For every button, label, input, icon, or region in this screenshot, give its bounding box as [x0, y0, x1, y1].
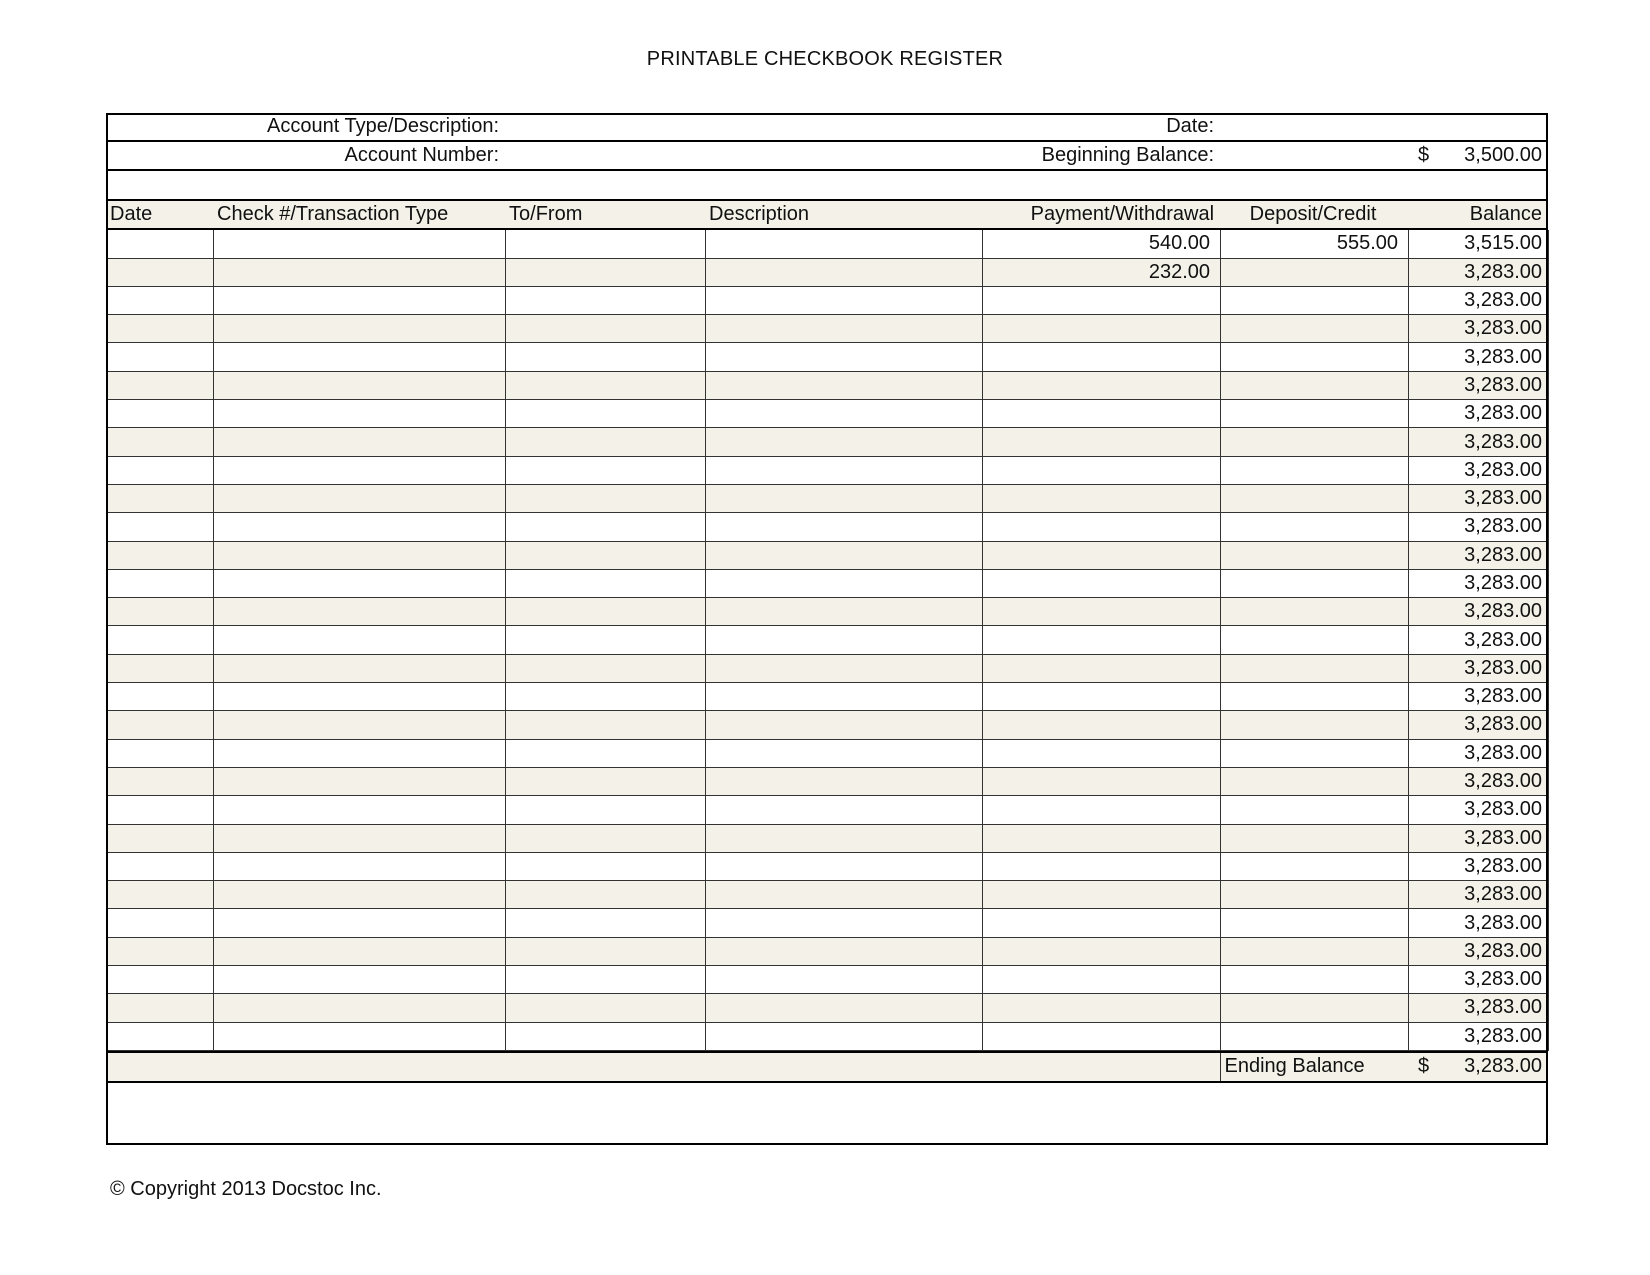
cell-deposit[interactable] [1221, 711, 1409, 739]
cell-deposit[interactable] [1221, 456, 1409, 484]
cell-description[interactable] [706, 315, 983, 343]
table-row [107, 400, 1549, 428]
account-type-row [106, 113, 1548, 141]
cell-balance: 3,283.00 [1409, 541, 1549, 569]
cell-description[interactable] [706, 428, 983, 456]
cell-payment[interactable] [983, 767, 1221, 795]
beginning-balance-currency: $ [1418, 144, 1430, 167]
cell-check[interactable] [214, 824, 506, 852]
cell-payment[interactable] [983, 654, 1221, 682]
table-row [107, 428, 1549, 456]
cell-deposit[interactable] [1221, 824, 1409, 852]
cell-description[interactable] [706, 937, 983, 965]
cell-balance: 3,283.00 [1409, 286, 1549, 314]
cell-check[interactable] [214, 230, 506, 258]
table-row [107, 881, 1549, 909]
cell-deposit[interactable] [1221, 258, 1409, 286]
cell-description[interactable] [706, 852, 983, 880]
cell-date[interactable] [107, 230, 214, 258]
cell-to-from[interactable] [506, 428, 706, 456]
cell-payment[interactable] [983, 400, 1221, 428]
table-row [107, 258, 1549, 286]
cell-check[interactable] [214, 796, 506, 824]
cell-to-from[interactable] [506, 484, 706, 512]
column-header-description: Description [705, 200, 982, 229]
cell-to-from[interactable] [506, 824, 706, 852]
cell-payment[interactable] [983, 937, 1221, 965]
table-row [107, 796, 1549, 824]
cell-check[interactable] [214, 654, 506, 682]
cell-balance: 3,283.00 [1409, 654, 1549, 682]
date-field[interactable] [1220, 113, 1548, 141]
cell-check[interactable] [214, 258, 506, 286]
beginning-balance-spacer [1220, 141, 1408, 170]
cell-to-from[interactable] [506, 767, 706, 795]
table-row [107, 456, 1549, 484]
cell-deposit[interactable] [1221, 966, 1409, 994]
account-number-field[interactable] [505, 141, 982, 170]
cell-payment[interactable] [983, 541, 1221, 569]
page-title: PRINTABLE CHECKBOOK REGISTER [646, 48, 1004, 70]
account-number-row [106, 141, 1548, 170]
cell-description[interactable] [706, 371, 983, 399]
cell-to-from[interactable] [506, 598, 706, 626]
table-row [107, 909, 1549, 937]
cell-deposit[interactable] [1221, 654, 1409, 682]
transactions-table [106, 230, 1549, 1051]
copyright-notice: © Copyright 2013 Docstoc Inc. [110, 1178, 382, 1200]
column-header-row [106, 200, 1548, 229]
cell-description[interactable] [706, 711, 983, 739]
cell-balance: 3,283.00 [1409, 881, 1549, 909]
cell-deposit[interactable] [1221, 1022, 1409, 1050]
cell-to-from[interactable] [506, 343, 706, 371]
ending-balance-table [106, 1051, 1548, 1083]
ending-balance-currency: $ [1418, 1055, 1430, 1078]
cell-description[interactable] [706, 569, 983, 597]
cell-balance: 3,283.00 [1409, 400, 1549, 428]
cell-check[interactable] [214, 286, 506, 314]
ending-balance-value: 3,283.00 [1464, 1055, 1543, 1078]
cell-to-from[interactable] [506, 711, 706, 739]
cell-balance: 3,283.00 [1409, 824, 1549, 852]
cell-description[interactable] [706, 456, 983, 484]
cell-to-from[interactable] [506, 541, 706, 569]
ending-balance-field [1408, 1052, 1548, 1082]
table-row [107, 541, 1549, 569]
cell-deposit[interactable] [1221, 371, 1409, 399]
cell-description[interactable] [706, 343, 983, 371]
cell-balance: 3,283.00 [1409, 456, 1549, 484]
table-row [107, 343, 1549, 371]
cell-balance: 3,283.00 [1409, 513, 1549, 541]
cell-check[interactable] [214, 852, 506, 880]
cell-deposit[interactable] [1221, 937, 1409, 965]
cell-date[interactable] [107, 683, 214, 711]
cell-deposit[interactable] [1221, 626, 1409, 654]
cell-deposit[interactable] [1221, 796, 1409, 824]
cell-payment[interactable] [983, 484, 1221, 512]
cell-payment[interactable]: 540.00 [983, 230, 1221, 258]
cell-date[interactable] [107, 909, 214, 937]
cell-date[interactable] [107, 400, 214, 428]
table-row [107, 994, 1549, 1022]
cell-check[interactable] [214, 1022, 506, 1050]
cell-date[interactable] [107, 796, 214, 824]
cell-payment[interactable] [983, 994, 1221, 1022]
cell-date[interactable] [107, 711, 214, 739]
cell-description[interactable] [706, 541, 983, 569]
table-row [107, 484, 1549, 512]
cell-to-from[interactable] [506, 966, 706, 994]
cell-payment[interactable] [983, 626, 1221, 654]
cell-date[interactable] [107, 343, 214, 371]
cell-date[interactable] [107, 1022, 214, 1050]
cell-balance: 3,283.00 [1409, 598, 1549, 626]
cell-date[interactable] [107, 371, 214, 399]
cell-check[interactable] [214, 937, 506, 965]
cell-to-from[interactable] [506, 852, 706, 880]
cell-to-from[interactable] [506, 400, 706, 428]
table-row [107, 513, 1549, 541]
cell-check[interactable] [214, 739, 506, 767]
date-label: Date: [1166, 115, 1215, 138]
cell-to-from[interactable] [506, 258, 706, 286]
cell-payment[interactable] [983, 711, 1221, 739]
cell-date[interactable] [107, 513, 214, 541]
cell-deposit[interactable] [1221, 994, 1409, 1022]
cell-deposit[interactable] [1221, 739, 1409, 767]
register-sheet [106, 113, 1548, 1083]
account-number-label: Account Number: [106, 141, 505, 170]
cell-deposit[interactable] [1221, 683, 1409, 711]
cell-description[interactable] [706, 796, 983, 824]
table-row [107, 966, 1549, 994]
cell-deposit[interactable] [1221, 767, 1409, 795]
cell-payment[interactable] [983, 315, 1221, 343]
cell-deposit[interactable]: 555.00 [1221, 230, 1409, 258]
cell-check[interactable] [214, 711, 506, 739]
table-row [107, 852, 1549, 880]
cell-payment[interactable] [983, 852, 1221, 880]
table-row [107, 824, 1549, 852]
cell-balance: 3,515.00 [1409, 230, 1549, 258]
cell-description[interactable] [706, 767, 983, 795]
cell-to-from[interactable] [506, 683, 706, 711]
cell-description[interactable] [706, 683, 983, 711]
table-row [107, 711, 1549, 739]
cell-description[interactable] [706, 626, 983, 654]
cell-check[interactable] [214, 484, 506, 512]
beginning-balance-value: 3,500.00 [1464, 144, 1543, 167]
cell-balance: 3,283.00 [1409, 1022, 1549, 1050]
cell-date[interactable] [107, 824, 214, 852]
cell-check[interactable] [214, 513, 506, 541]
account-type-field[interactable] [505, 113, 982, 141]
cell-check[interactable] [214, 598, 506, 626]
cell-check[interactable] [214, 626, 506, 654]
ending-balance-row [106, 1052, 1548, 1082]
column-header-date: Date [106, 200, 213, 229]
cell-deposit[interactable] [1221, 286, 1409, 314]
cell-check[interactable] [214, 881, 506, 909]
cell-description[interactable] [706, 1022, 983, 1050]
table-row [107, 1022, 1549, 1050]
cell-description[interactable] [706, 739, 983, 767]
beginning-balance-field[interactable] [1408, 141, 1548, 170]
cell-balance: 3,283.00 [1409, 966, 1549, 994]
cell-payment[interactable] [983, 824, 1221, 852]
cell-date[interactable] [107, 541, 214, 569]
cell-to-from[interactable] [506, 286, 706, 314]
cell-balance: 3,283.00 [1409, 767, 1549, 795]
cell-payment[interactable] [983, 909, 1221, 937]
cell-balance: 3,283.00 [1409, 626, 1549, 654]
cell-deposit[interactable] [1221, 343, 1409, 371]
cell-payment[interactable] [983, 286, 1221, 314]
table-row [107, 767, 1549, 795]
cell-payment[interactable] [983, 428, 1221, 456]
cell-to-from[interactable] [506, 654, 706, 682]
cell-date[interactable] [107, 258, 214, 286]
table-row [107, 598, 1549, 626]
cell-date[interactable] [107, 598, 214, 626]
cell-check[interactable] [214, 541, 506, 569]
cell-deposit[interactable] [1221, 569, 1409, 597]
cell-date[interactable] [107, 767, 214, 795]
cell-deposit[interactable] [1221, 598, 1409, 626]
cell-check[interactable] [214, 428, 506, 456]
cell-payment[interactable] [983, 569, 1221, 597]
cell-balance: 3,283.00 [1409, 683, 1549, 711]
cell-description[interactable] [706, 909, 983, 937]
cell-check[interactable] [214, 456, 506, 484]
cell-description[interactable] [706, 654, 983, 682]
table-row [107, 315, 1549, 343]
cell-payment[interactable] [983, 1022, 1221, 1050]
cell-description[interactable] [706, 598, 983, 626]
table-row [107, 683, 1549, 711]
table-row [107, 739, 1549, 767]
beginning-balance-label: Beginning Balance: [982, 141, 1220, 170]
cell-deposit[interactable] [1221, 428, 1409, 456]
cell-date[interactable] [107, 286, 214, 314]
cell-to-from[interactable] [506, 626, 706, 654]
cell-balance: 3,283.00 [1409, 428, 1549, 456]
column-header-payment: Payment/Withdrawal [982, 200, 1220, 229]
cell-date[interactable] [107, 937, 214, 965]
cell-description[interactable] [706, 230, 983, 258]
cell-check[interactable] [214, 683, 506, 711]
cell-check[interactable] [214, 909, 506, 937]
table-row [107, 230, 1549, 258]
cell-date[interactable] [107, 569, 214, 597]
table-row [107, 286, 1549, 314]
cell-to-from[interactable] [506, 994, 706, 1022]
table-row [107, 569, 1549, 597]
cell-deposit[interactable] [1221, 881, 1409, 909]
cell-check[interactable] [214, 343, 506, 371]
cell-to-from[interactable] [506, 937, 706, 965]
cell-description[interactable] [706, 286, 983, 314]
cell-balance: 3,283.00 [1409, 796, 1549, 824]
cell-date[interactable] [107, 881, 214, 909]
cell-description[interactable] [706, 994, 983, 1022]
cell-date[interactable] [107, 654, 214, 682]
cell-to-from[interactable] [506, 881, 706, 909]
cell-description[interactable] [706, 824, 983, 852]
cell-check[interactable] [214, 315, 506, 343]
cell-to-from[interactable] [506, 230, 706, 258]
cell-date[interactable] [107, 626, 214, 654]
cell-balance: 3,283.00 [1409, 739, 1549, 767]
cell-balance: 3,283.00 [1409, 258, 1549, 286]
cell-to-from[interactable] [506, 1022, 706, 1050]
cell-balance: 3,283.00 [1409, 371, 1549, 399]
cell-payment[interactable] [983, 371, 1221, 399]
column-header-to-from: To/From [505, 200, 705, 229]
table-row [107, 654, 1549, 682]
cell-balance: 3,283.00 [1409, 994, 1549, 1022]
cell-check[interactable] [214, 994, 506, 1022]
cell-check[interactable] [214, 569, 506, 597]
cell-payment[interactable] [983, 966, 1221, 994]
cell-to-from[interactable] [506, 796, 706, 824]
cell-payment[interactable] [983, 598, 1221, 626]
cell-balance: 3,283.00 [1409, 569, 1549, 597]
cell-deposit[interactable] [1221, 513, 1409, 541]
cell-date[interactable] [107, 994, 214, 1022]
cell-date[interactable] [107, 852, 214, 880]
cell-payment[interactable] [983, 683, 1221, 711]
column-header-deposit: Deposit/Credit [1220, 200, 1408, 229]
cell-to-from[interactable] [506, 739, 706, 767]
cell-to-from[interactable] [506, 371, 706, 399]
table-row [107, 626, 1549, 654]
cell-deposit[interactable] [1221, 541, 1409, 569]
table-row [107, 371, 1549, 399]
cell-to-from[interactable] [506, 513, 706, 541]
cell-description[interactable] [706, 484, 983, 512]
cell-description[interactable] [706, 258, 983, 286]
cell-deposit[interactable] [1221, 400, 1409, 428]
column-header-check: Check #/Transaction Type [213, 200, 505, 229]
cell-balance: 3,283.00 [1409, 484, 1549, 512]
account-type-label: Account Type/Description: [267, 115, 500, 138]
cell-check[interactable] [214, 400, 506, 428]
column-header-balance: Balance [1408, 200, 1548, 229]
cell-to-from[interactable] [506, 909, 706, 937]
cell-description[interactable] [706, 881, 983, 909]
spacer-row [106, 170, 1548, 200]
cell-description[interactable] [706, 513, 983, 541]
cell-to-from[interactable] [506, 315, 706, 343]
cell-date[interactable] [107, 739, 214, 767]
cell-date[interactable] [107, 966, 214, 994]
cell-date[interactable] [107, 315, 214, 343]
cell-deposit[interactable] [1221, 852, 1409, 880]
cell-balance: 3,283.00 [1409, 711, 1549, 739]
cell-deposit[interactable] [1221, 484, 1409, 512]
cell-payment[interactable] [983, 881, 1221, 909]
account-info-table [106, 113, 1548, 230]
cell-payment[interactable] [983, 343, 1221, 371]
cell-deposit[interactable] [1221, 315, 1409, 343]
cell-description[interactable] [706, 966, 983, 994]
cell-payment[interactable] [983, 513, 1221, 541]
cell-description[interactable] [706, 400, 983, 428]
cell-to-from[interactable] [506, 456, 706, 484]
cell-check[interactable] [214, 767, 506, 795]
cell-payment[interactable]: 232.00 [983, 258, 1221, 286]
cell-balance: 3,283.00 [1409, 937, 1549, 965]
cell-date[interactable] [107, 428, 214, 456]
cell-deposit[interactable] [1221, 909, 1409, 937]
cell-check[interactable] [214, 371, 506, 399]
cell-date[interactable] [107, 484, 214, 512]
cell-payment[interactable] [983, 456, 1221, 484]
cell-payment[interactable] [983, 796, 1221, 824]
cell-to-from[interactable] [506, 569, 706, 597]
cell-balance: 3,283.00 [1409, 343, 1549, 371]
cell-date[interactable] [107, 456, 214, 484]
cell-check[interactable] [214, 966, 506, 994]
cell-balance: 3,283.00 [1409, 852, 1549, 880]
cell-payment[interactable] [983, 739, 1221, 767]
ending-balance-label: Ending Balance [1220, 1052, 1408, 1082]
cell-balance: 3,283.00 [1409, 909, 1549, 937]
cell-balance: 3,283.00 [1409, 315, 1549, 343]
table-row [107, 937, 1549, 965]
